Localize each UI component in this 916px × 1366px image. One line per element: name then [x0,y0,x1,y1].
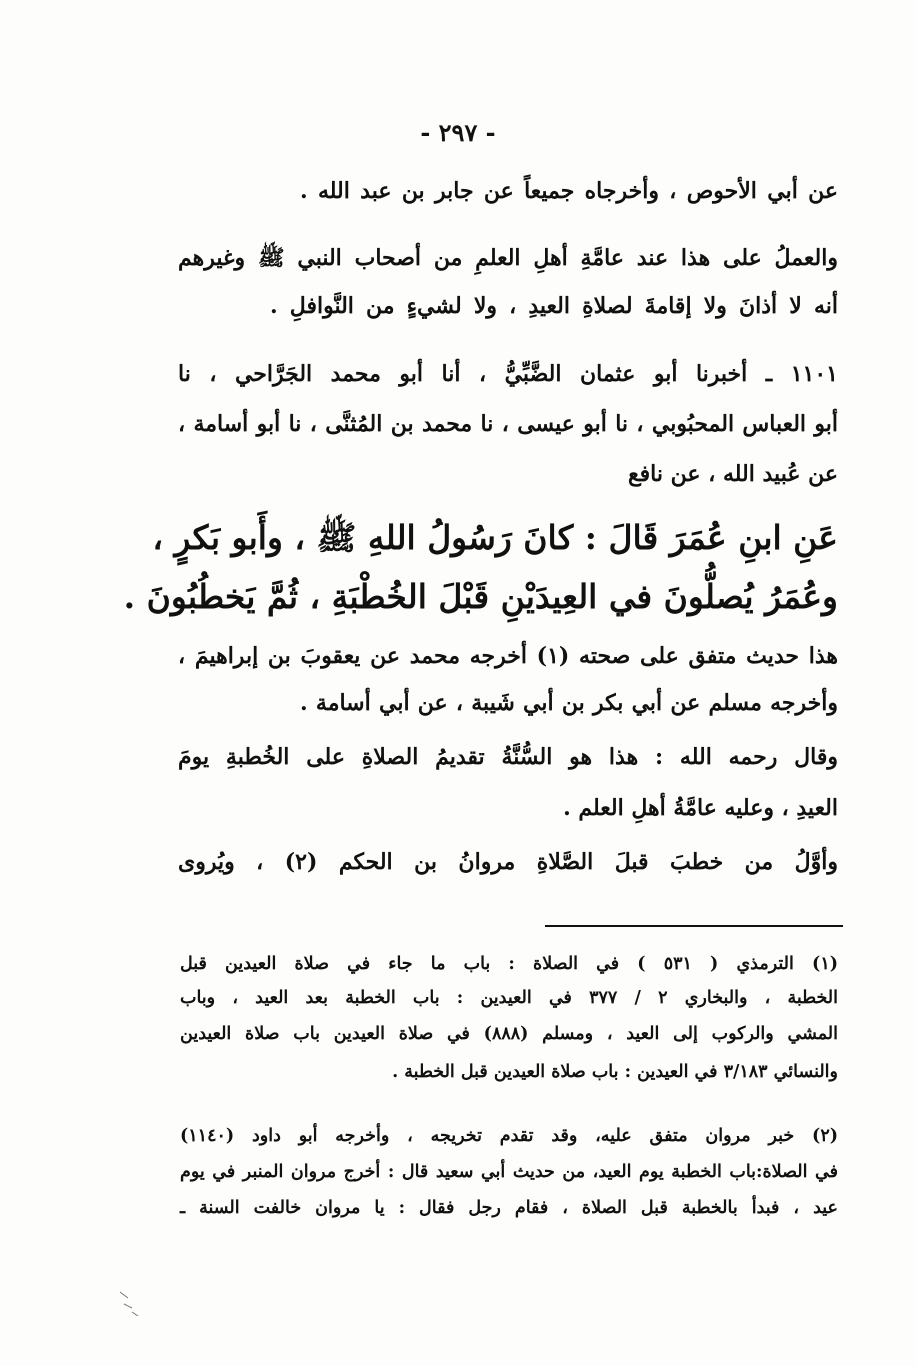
footnote-1-line-1: (١) الترمذي ( ٥٣١ ) في الصلاة : باب ما جاء في صلاة العيدين قبل [180,954,838,974]
body-line-5: أبو العباس المحبُوبي ، نا أبو عيسى ، نا محمد بن المُثنَّى ، نا أبو أسامة ، [178,411,838,437]
footnote-1-line-4: والنسائي ٣/١٨٣ في العيدين : باب صلاة العيدين قبل الخطبة . [392,1062,838,1082]
footnote-2-line-3: عيد ، فبدأ بالخطبة قبل الصلاة ، فقام رجل فقال : يا مروان خالفت السنة ـ [180,1198,838,1218]
footnote-1-line-3: المشي والركوب إلى العيد ، ومسلم (٨٨٨) في صلاة العيدين باب صلاة العيدين [180,1024,839,1044]
body-line-9: وقال رحمه الله : هذا هو السُّنَّةُ تقديمُ الصلاةِ على الخُطبةِ يومَ [178,744,838,770]
body-line-10: العيدِ ، وعليه عامَّةُ أهلِ العلم . [563,795,838,821]
body-line-1: عن أبي الأحوص ، وأخرجاه جميعاً عن جابر بن عبد الله . [300,178,838,204]
footnote-divider [545,925,843,927]
body-line-11: وأوَّلُ من خطبَ قبلَ الصَّلاةِ مروانُ بن الحكم (٢) ، ويُروى [178,849,838,875]
footnote-2-line-1: (٢) خبر مروان متفق عليه، وقد تقدم تخريجه ، وأخرجه أبو داود (١١٤٠) [180,1126,838,1146]
body-line-7: هذا حديث متفق على صحته (١) أخرجه محمد عن يعقوبَ بن إبراهيمَ ، [178,643,838,669]
body-line-6: عن عُبيد الله ، عن نافع [627,461,838,487]
body-line-3: أنه لا أذانَ ولا إقامةَ لصلاةِ العيدِ ، ولا لشيءٍ من النَّوافلِ . [270,293,838,319]
hadith-line-1: عَنِ ابنِ عُمَرَ قَالَ : كانَ رَسُولُ اللهِ ﷺ ، وأَبو بَكرٍ ، [152,518,838,557]
hadith-line-2: وعُمَرُ يُصلُّونَ في العِيدَيْنِ قَبْلَ الخُطْبَةِ ، ثُمَّ يَخطُبُونَ . [123,577,838,616]
body-line-2: والعملُ على هذا عند عامَّةِ أهلِ العلمِ من أصحاب النبي ﷺ وغيرهم [178,245,838,271]
scan-mark [118,1290,144,1316]
body-line-4: ١١٠١ ـ أخبرنا أبو عثمان الضَّبِّيُّ ، أنا أبو محمد الجَرَّاحي ، نا [178,361,838,387]
page-number: - ٢٩٧ - [420,118,496,147]
body-line-8: وأخرجه مسلم عن أبي بكر بن أبي شَيبة ، عن أبي أسامة . [300,690,838,716]
footnote-2-line-2: في الصلاة:باب الخطبة يوم العيد، من حديث أبي سعيد قال : أخرج مروان المنبر في يوم [180,1162,838,1182]
footnote-1-line-2: الخطبة ، والبخاري ٢ / ٣٧٧ في العيدين : باب الخطبة بعد العيد ، وباب [180,988,839,1008]
